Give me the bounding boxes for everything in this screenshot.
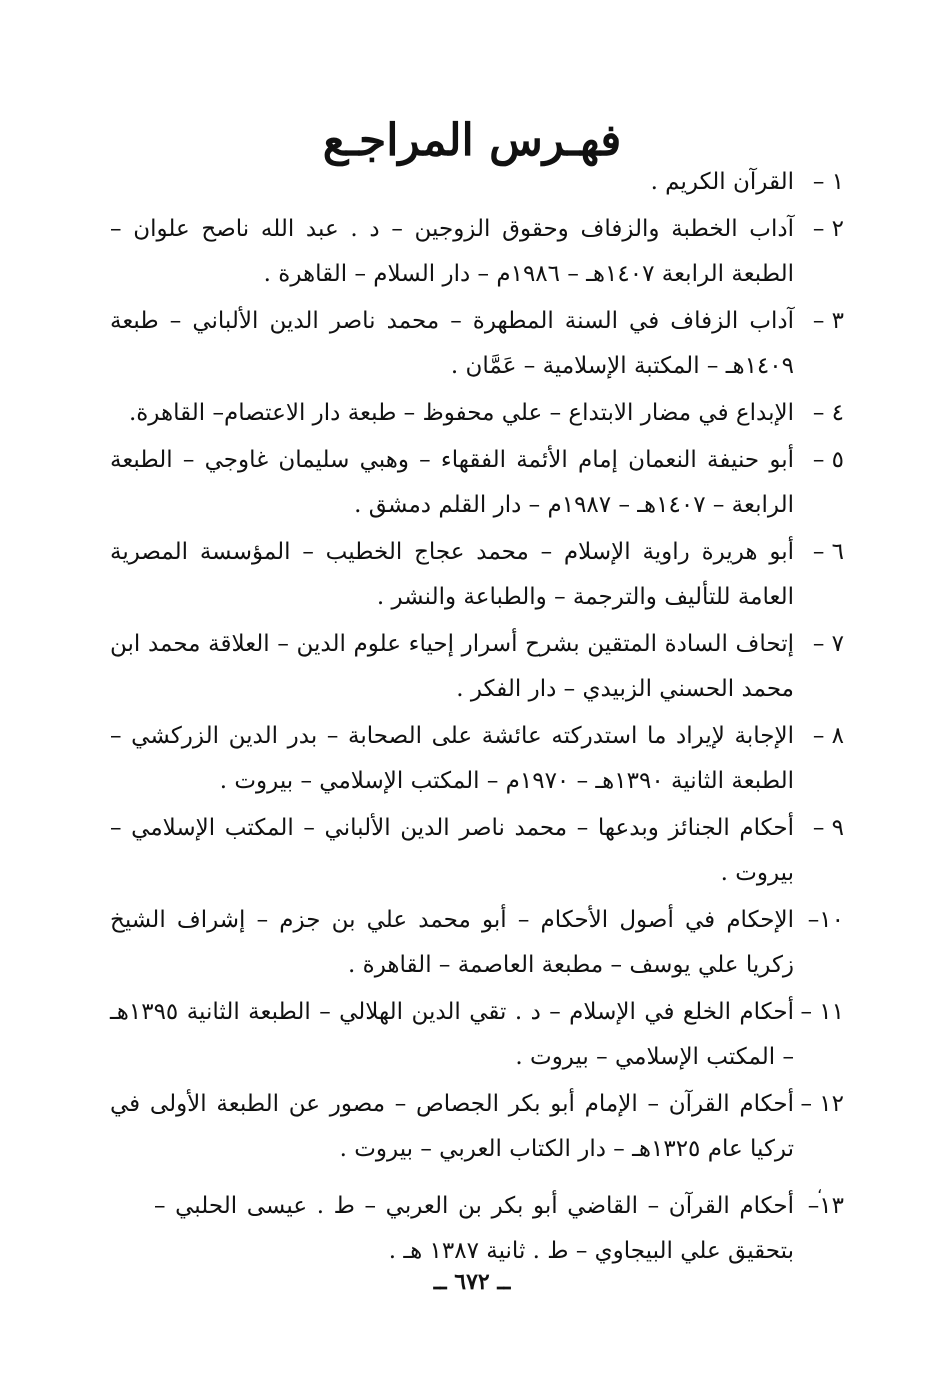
reference-number: ٦ – <box>812 539 844 565</box>
reference-number: ١٢ – <box>800 1091 844 1117</box>
reference-number: ٤ – <box>812 400 844 426</box>
reference-number: ٨ – <box>812 723 844 749</box>
reference-item <box>110 207 844 297</box>
reference-number: ٥ – <box>812 447 844 473</box>
reference-item <box>110 1082 844 1172</box>
reference-text: أحكام الخلع في الإسلام – د . تقي الدين الهلالي – الطبعة الثانية ١٣٩٥هـ – المكتب الإسلامي – بيروت . <box>110 999 794 1070</box>
reference-text: أحكام القرآن – القاضي أبو بكر بن العربي – ط . عيسى الحلبي – بتحقيق علي البيجاوي – ط . ثانية ١٣٨٧ هـ . <box>154 1193 794 1264</box>
reference-text: أبو حنيفة النعمان إمام الأئمة الفقهاء – وهبي سليمان غاوجي – الطبعة الرابعة – ١٤٠٧هـ – ١٩٨٧م – دار القلم دمشق . <box>110 447 794 518</box>
reference-number: ٩ – <box>812 815 844 841</box>
reference-item <box>110 898 844 988</box>
reference-text: الإبداع في مضار الابتداع – علي محفوظ – طبعة دار الاعتصام– القاهرة. <box>128 400 794 426</box>
reference-number: ١ – <box>812 169 844 195</box>
reference-number: ١٣– <box>807 1193 844 1219</box>
reference-item <box>110 1184 844 1274</box>
reference-item <box>110 438 844 528</box>
reference-item <box>110 160 844 205</box>
reference-item <box>110 299 844 389</box>
reference-text: أحكام الجنائز وبدعها – محمد ناصر الدين الألباني – المكتب الإسلامي – بيروت . <box>110 815 794 886</box>
reference-text: أحكام القرآن – الإمام أبو بكر الجصاص – مصور عن الطبعة الأولى في تركيا عام ١٣٢٥هـ – دار الكتاب العربي – بيروت . <box>110 1091 794 1162</box>
reference-text: الإجابة لإيراد ما استدركته عائشة على الصحابة – بدر الدين الزركشي – الطبعة الثانية ١٣٩٠هـ – ١٩٧٠م – المكتب الإسلامي – بيروت . <box>110 723 794 794</box>
reference-number: ١٠– <box>807 907 844 933</box>
reference-text: القرآن الكريم . <box>650 169 794 195</box>
reference-text: آداب الخطبة والزفاف وحقوق الزوجين – د . عبد الله ناصح علوان – الطبعة الرابعة ١٤٠٧هـ – ١٩٨٦م – دار السلام – القاهرة . <box>110 216 794 287</box>
reference-text: الإحكام في أصول الأحكام – أبو محمد علي بن جزم – إشراف الشيخ زكريا علي يوسف – مطبعة العاصمة – القاهرة . <box>110 907 794 978</box>
reference-number: ٧ – <box>812 631 844 657</box>
reference-item <box>110 990 844 1080</box>
reference-number: ٣ – <box>812 308 844 334</box>
reference-item <box>110 530 844 620</box>
reference-item <box>110 714 844 804</box>
reference-item <box>110 622 844 712</box>
reference-text: آداب الزفاف في السنة المطهرة – محمد ناصر الدين الألباني – طبعة ١٤٠٩هـ – المكتبة الإسلامية – عَمَّان . <box>110 308 794 379</box>
reference-number: ٢ – <box>812 216 844 242</box>
reference-text: أبو هريرة راوية الإسلام – محمد عجاج الخطيب – المؤسسة المصرية العامة للتأليف والترجمة – والطباعة والنشر . <box>110 539 794 610</box>
reference-text: إتحاف السادة المتقين بشرح أسرار إحياء علوم الدين – العلاقة محمد ابن محمد الحسني الزبيدي – دار الفكر . <box>110 631 794 702</box>
page-number: ــ ٦٧٢ ــ <box>433 1269 511 1295</box>
margin-mark: ، <box>817 1178 823 1197</box>
reference-item <box>110 806 844 896</box>
reference-item <box>110 391 844 436</box>
page-title: فهـرس المراجـع <box>322 115 622 167</box>
reference-number: ١١ – <box>800 999 844 1025</box>
references-list <box>110 160 844 1276</box>
